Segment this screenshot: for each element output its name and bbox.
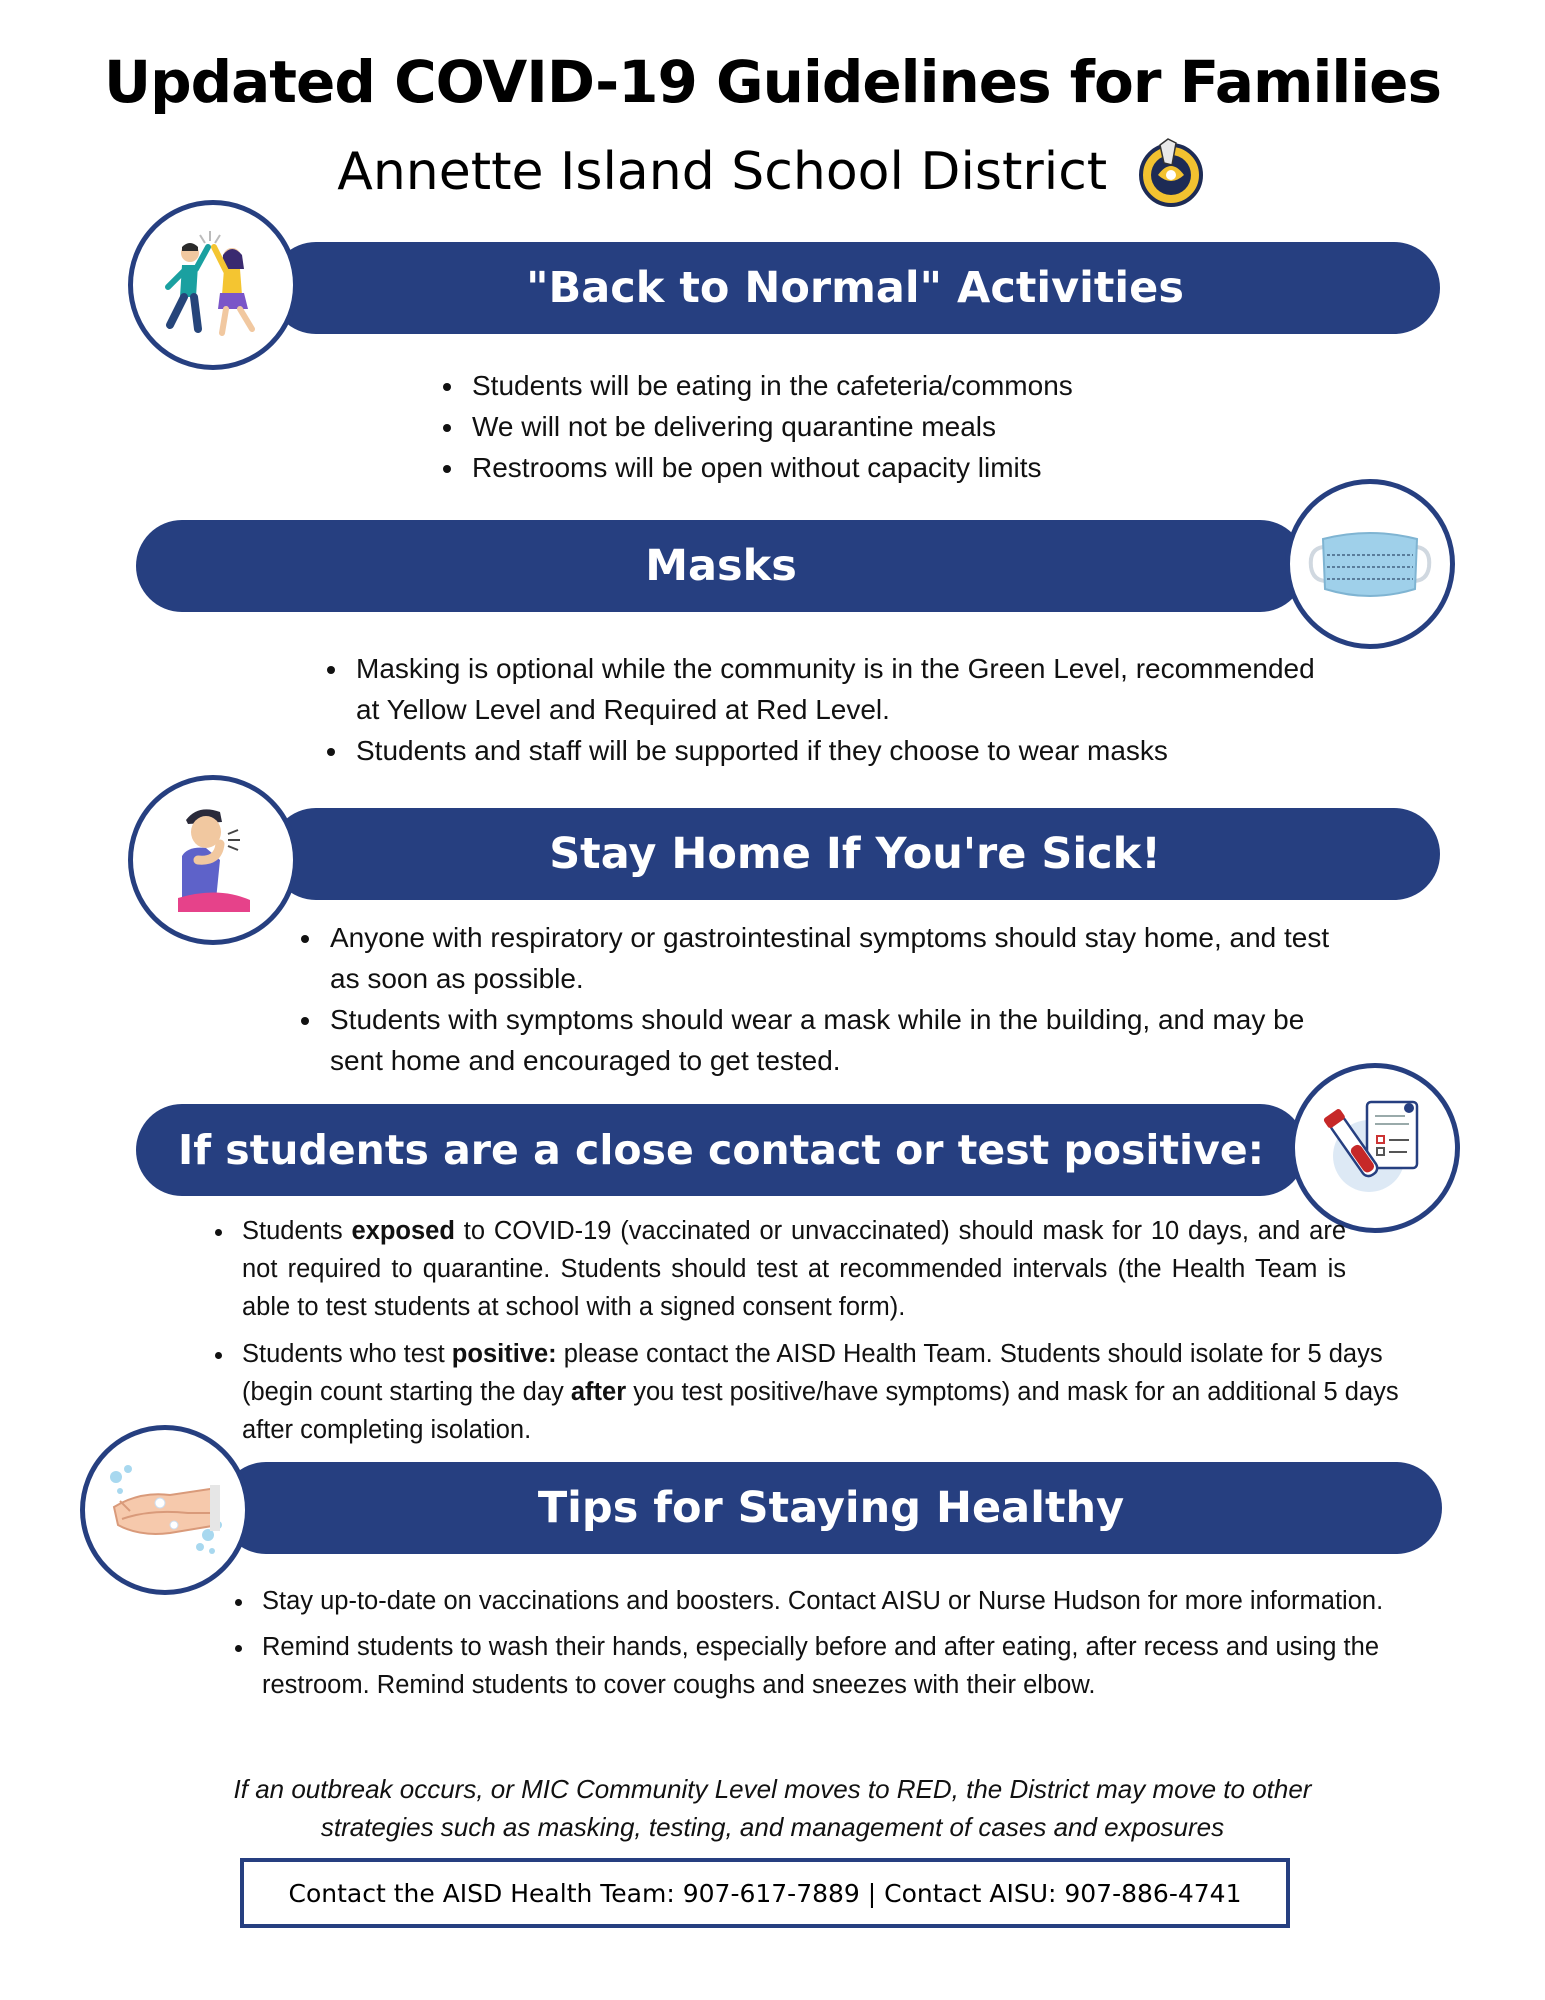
list-item: • We will not be delivering quarantine meals: [466, 406, 1366, 447]
page-title: Updated COVID-19 Guidelines for Families: [104, 48, 1441, 116]
section-tips-heading: Tips for Staying Healthy: [537, 1483, 1125, 1533]
sick-icon-circle: [128, 775, 298, 945]
section-sick-heading: Stay Home If You're Sick!: [549, 829, 1161, 879]
list-item: • Stay up-to-date on vaccinations and boosters. Contact AISU or Nurse Hudson for more information.: [256, 1582, 1386, 1620]
list-item: • Students with symptoms should wear a mask while in the building, and may be sent home and encouraged to get tested.: [324, 999, 1344, 1081]
section-activities-banner: [270, 242, 1440, 334]
footnote: [0, 1770, 1545, 1846]
list-item: • Students will be eating in the cafeteria/commons: [466, 365, 1366, 406]
page-subtitle: Annette Island School District: [337, 142, 1108, 202]
contact-info-text: Contact the AISD Health Team: 907-617-7889 | Contact AISU: 907-886-4741: [288, 1878, 1242, 1908]
list-item: • Students who test positive: please contact the AISD Health Team. Students should isolate for 5 days (begin count starting the day after you test positive/have symptoms) and mask for an additional 5 days after completing isolation.: [236, 1335, 1406, 1449]
coughing-person-icon: [158, 800, 268, 920]
activities-icon-circle: [128, 200, 298, 370]
tips-icon-circle: [80, 1425, 250, 1595]
contact-icon-circle: [1290, 1063, 1460, 1233]
high-five-kids-icon: [148, 225, 278, 345]
activities-list: [430, 365, 1366, 488]
footnote-line-2: strategies such as masking, testing, and management of cases and exposures: [320, 1812, 1225, 1842]
section-contact-banner: [136, 1104, 1306, 1196]
hand-washing-icon: [100, 1455, 230, 1565]
masks-list: [314, 648, 1330, 771]
sick-list: [288, 917, 1344, 1081]
list-item: • Restrooms will be open without capacity limits: [466, 447, 1366, 488]
section-masks-banner: [136, 520, 1306, 612]
test-tube-report-icon: [1315, 1088, 1435, 1208]
list-item: • Students exposed to COVID-19 (vaccinated or unvaccinated) should mask for 10 days, and are not required to quarantine. Students should test at recommended intervals (the Health Team is able to test students at school with a signed consent form).: [236, 1212, 1346, 1326]
tips-list: [220, 1582, 1386, 1704]
contact-list-2: [200, 1335, 1406, 1449]
contact-list: [200, 1212, 1346, 1326]
masks-icon-circle: [1285, 479, 1455, 649]
section-contact-heading: If students are a close contact or test positive:: [177, 1126, 1265, 1174]
page-subtitle-row: [0, 135, 1545, 209]
contact-info-box: [240, 1858, 1290, 1928]
list-item: • Students and staff will be supported if they choose to wear masks: [350, 730, 1330, 771]
list-item: • Remind students to wash their hands, especially before and after eating, after recess and using the restroom. Remind students to cover coughs and sneezes with their elbow.: [256, 1628, 1386, 1704]
section-tips-banner: [220, 1462, 1442, 1554]
section-sick-banner: [270, 808, 1440, 900]
list-item: • Masking is optional while the community is in the Green Level, recommended at Yellow Level and Required at Red Level.: [350, 648, 1330, 730]
section-masks-heading: Masks: [645, 541, 797, 591]
footnote-line-1: If an outbreak occurs, or MIC Community Level moves to RED, the District may move to other: [233, 1774, 1312, 1804]
face-mask-icon: [1305, 519, 1435, 609]
list-item: • Anyone with respiratory or gastrointestinal symptoms should stay home, and test as soon as possible.: [324, 917, 1344, 999]
school-mascot-logo-icon: [1134, 135, 1208, 209]
section-activities-heading: "Back to Normal" Activities: [526, 263, 1184, 313]
